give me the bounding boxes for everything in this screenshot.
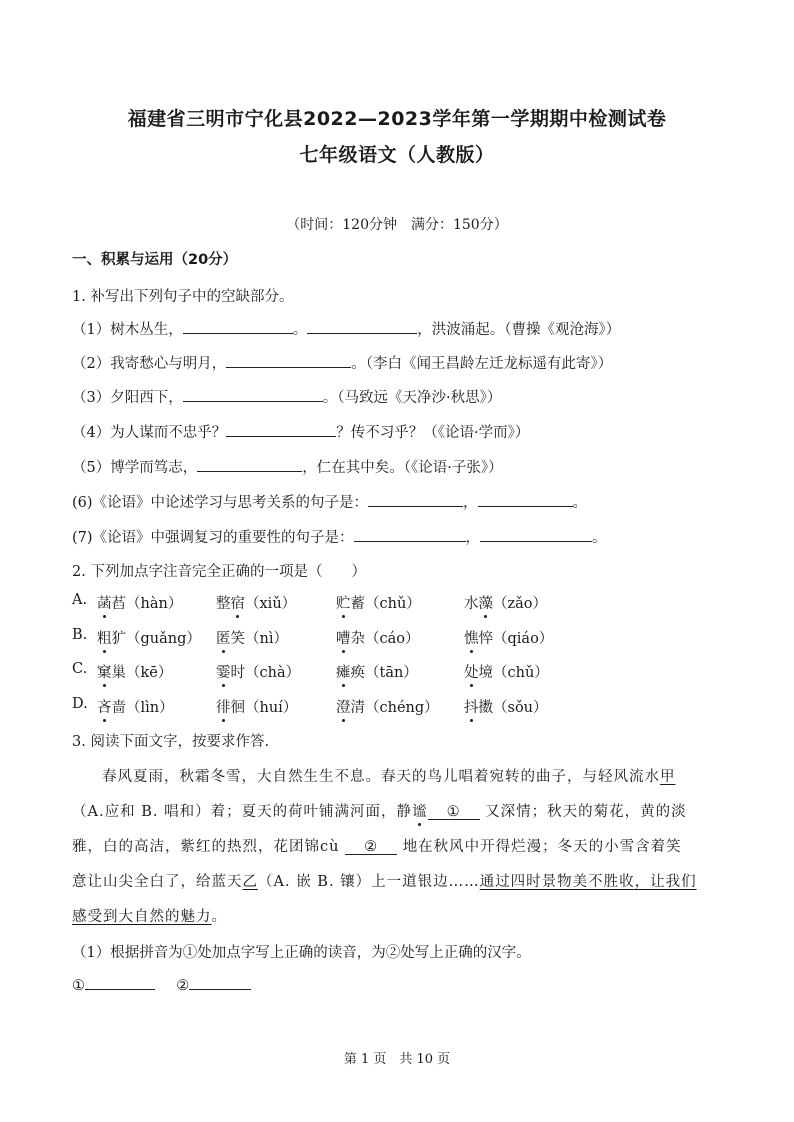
answer-blank-1[interactable] <box>85 975 155 990</box>
q1-line-4: （4）为人谋而不忠乎？ ？传不习乎？（《论语·学而》） <box>72 421 529 442</box>
option-word: 水藻（zǎo） <box>464 596 548 612</box>
option-label[interactable]: B. <box>72 627 88 643</box>
answer-blank[interactable] <box>368 492 463 507</box>
option-word: 菡萏（hàn） <box>97 596 183 612</box>
option-word: 霎时（chà） <box>216 665 301 681</box>
q2-stem: 2. 下列加点字注音完全正确的一项是（ ） <box>72 564 366 580</box>
option-word: 贮蓄（chǔ） <box>336 596 421 612</box>
answer-blank[interactable] <box>226 353 351 368</box>
q1-line-3: （3）夕阳西下， 。（马致远《天净沙·秋思》） <box>72 386 501 407</box>
option-word: 嘈杂（cáo） <box>336 631 420 647</box>
answer-blank-2[interactable] <box>189 975 251 990</box>
answer-blank[interactable] <box>183 319 293 334</box>
answer-blank[interactable] <box>354 527 466 542</box>
time-info: （时间：120分钟 满分：150分） <box>286 217 508 233</box>
q1-stem: 1. 补写出下列句子中的空缺部分。 <box>72 289 294 305</box>
answer-blank[interactable] <box>226 422 336 437</box>
exam-subtitle: 七年级语文（人教版） <box>299 144 495 166</box>
option-word: 吝啬（lìn） <box>97 700 174 716</box>
option-word: 瘫痪（tān） <box>336 665 418 681</box>
blank-2[interactable]: ② <box>345 840 397 855</box>
answer-blank[interactable] <box>480 527 592 542</box>
q3-passage-line-1: 春风夏雨，秋霜冬雪，大自然生生不息。春天的鸟儿唱着宛转的曲子，与轻风流水甲 <box>102 769 676 785</box>
q1-line-5: （5）博学而笃志， ，仁在其中矣。（《论语·子张》） <box>72 456 503 477</box>
option-word: 澄清（chéng） <box>336 700 439 716</box>
option-word: 粗犷（guǎng） <box>97 631 201 647</box>
blank-yi: 乙 <box>242 874 258 890</box>
q3-passage-line-3: 雅，白的高洁，紫红的热烈，花团锦cù ② 地在秋风中开得烂漫；冬天的小雪含着笑 <box>72 839 682 855</box>
q3-stem: 3. 阅读下面文字，按要求作答. <box>72 734 270 750</box>
page-footer: 第 1 页 共 10 页 <box>343 1052 451 1067</box>
q3-passage-line-5: 感受到大自然的魅力。 <box>72 909 227 925</box>
exam-title: 福建省三明市宁化县2022—2023学年第一学期期中检测试卷 <box>127 108 667 130</box>
section-heading: 一、积累与运用（20分） <box>72 252 238 268</box>
underlined-sentence: 通过四时景物美不胜收，让我们 <box>479 874 697 890</box>
q1-line-2: （2）我寄愁心与明月， 。（李白《闻王昌龄左迁龙标遥有此寄》） <box>72 352 612 373</box>
option-word: 抖擞（sǒu） <box>464 700 548 716</box>
blank-jia: 甲 <box>660 769 676 785</box>
answer-blank[interactable] <box>478 492 573 507</box>
option-label[interactable]: D. <box>72 696 88 712</box>
q3-answers: ① ② <box>72 975 251 994</box>
option-label[interactable]: C. <box>72 661 88 677</box>
q3-passage-line-4: 意让山尖全白了，给蓝天乙（A. 嵌 B. 镶）上一道银边……通过四时景物美不胜收，让我们 <box>72 874 697 890</box>
q3-sub-1: （1）根据拼音为①处加点字写上正确的读音，为②处写上正确的汉字。 <box>72 945 531 961</box>
q3-passage-line-2: （A.应和 B. 唱和）着；夏天的荷叶铺满河面，静谧 ① 又深情；秋天的菊花，黄的淡 <box>72 804 687 820</box>
answer-blank[interactable] <box>307 319 417 334</box>
q1-line-6: (6)《论语》中论述学习与思考关系的句子是： ， 。 <box>72 491 587 512</box>
option-word: 处境（chǔ） <box>464 665 549 681</box>
option-label[interactable]: A. <box>72 592 88 608</box>
q1-line-7: (7)《论语》中强调复习的重要性的句子是： ， 。 <box>72 526 607 547</box>
option-word: 整宿（xiǔ） <box>216 596 297 612</box>
option-word: 窠巢（kē） <box>97 665 173 681</box>
q1-line-1: （1）树木丛生， 。 ，洪波涌起。（曹操《观沧海》） <box>72 318 620 339</box>
option-word: 憔悴（qiáo） <box>464 631 554 647</box>
answer-blank[interactable] <box>197 457 302 472</box>
option-word: 徘徊（huí） <box>216 700 298 716</box>
blank-1[interactable]: ① <box>428 805 480 820</box>
option-word: 匿笑（nì） <box>216 631 288 647</box>
answer-blank[interactable] <box>183 387 323 402</box>
